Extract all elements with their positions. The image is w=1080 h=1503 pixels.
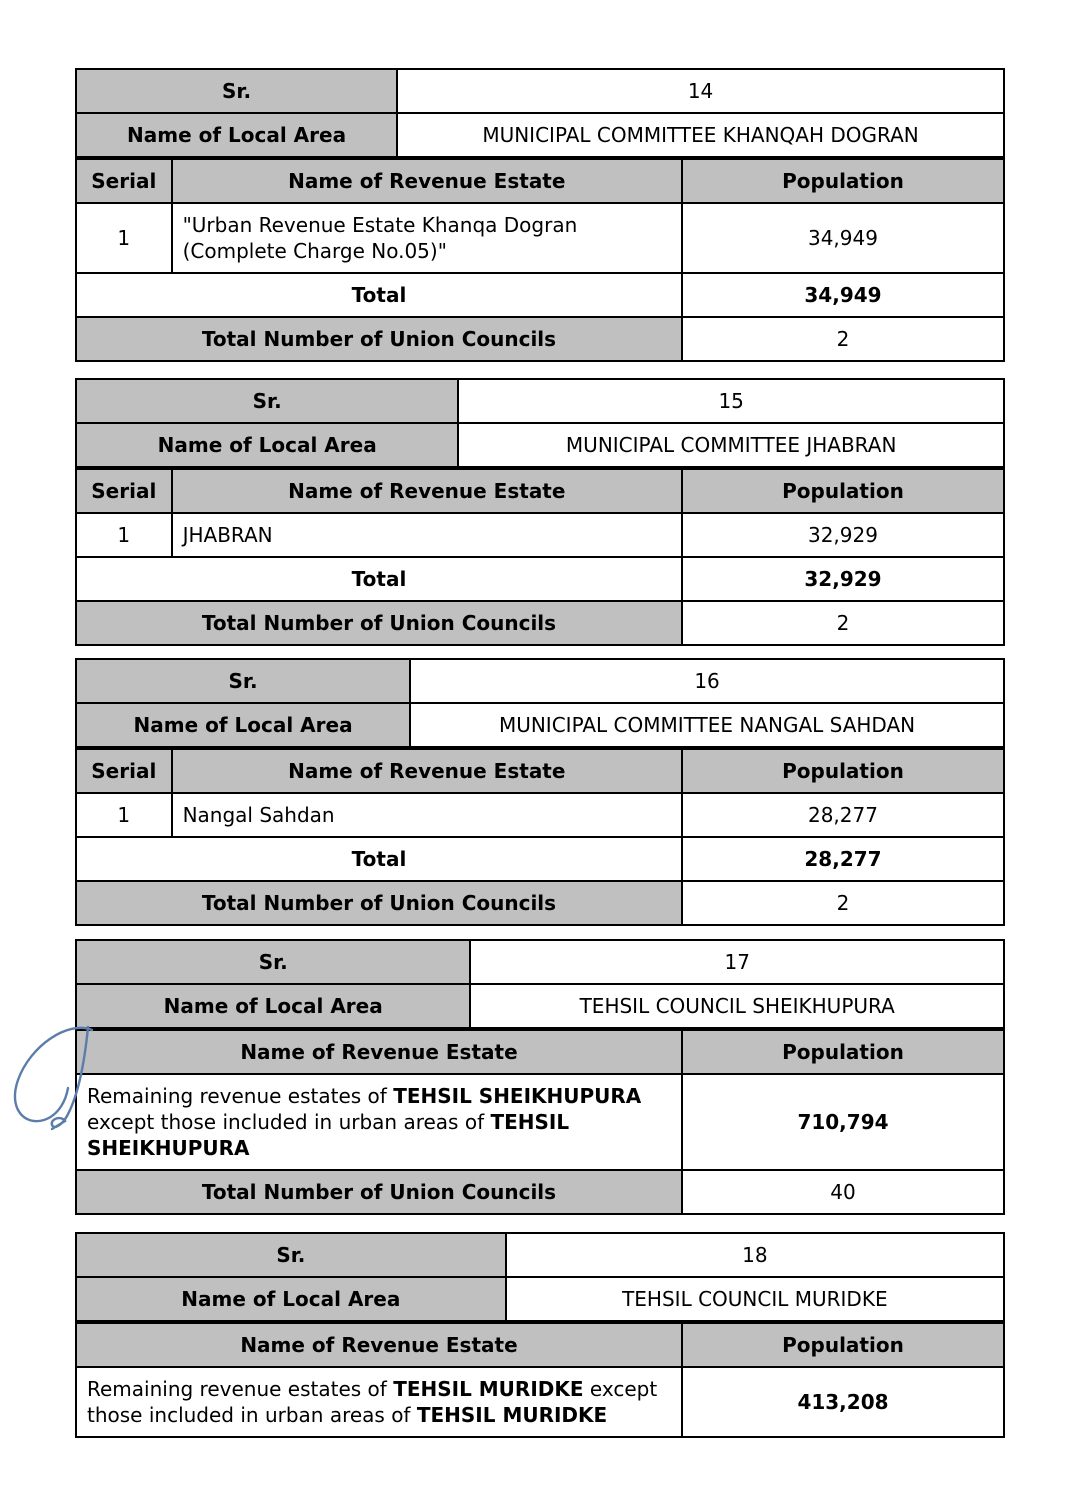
estate-text-segment: Remaining revenue estates of	[87, 1377, 394, 1401]
total-label-cell: Total	[76, 273, 682, 317]
total-label-cell: Total	[76, 837, 682, 881]
estate-text-segment: TEHSIL MURIDKE	[416, 1403, 608, 1427]
estate-header-cell: Name of Revenue Estate	[172, 469, 682, 513]
table-block-sr-18	[75, 1232, 1005, 1438]
revenue-estate-table	[75, 1029, 1005, 1215]
estate-text-segment: TEHSIL SHEIKHUPURA	[87, 1110, 570, 1160]
sr-value-cell: 18	[506, 1233, 1004, 1277]
revenue-estate-table	[75, 468, 1005, 646]
sr-label-cell: Sr.	[76, 940, 470, 984]
union-councils-row	[76, 601, 1004, 645]
local-area-value-cell: TEHSIL COUNCIL SHEIKHUPURA	[470, 984, 1004, 1028]
sr-row	[76, 379, 1004, 423]
local-area-row	[76, 1277, 1004, 1321]
estate-text-segment: except those included in urban areas of	[87, 1377, 658, 1427]
column-header-row	[76, 1030, 1004, 1074]
population-cell: 413,208	[682, 1367, 1004, 1437]
table-block-sr-17	[75, 939, 1005, 1215]
estate-header-cell: Name of Revenue Estate	[172, 159, 682, 203]
local-area-label-cell: Name of Local Area	[76, 703, 410, 747]
table-block-sr-16	[75, 658, 1005, 926]
local-area-label-cell: Name of Local Area	[76, 423, 458, 467]
local-area-table	[75, 658, 1005, 748]
estate-data-row	[76, 513, 1004, 557]
estate-text-segment: Nangal Sahdan	[182, 803, 335, 827]
total-value-cell: 34,949	[682, 273, 1004, 317]
population-cell: 28,277	[682, 793, 1004, 837]
population-header-cell: Population	[682, 749, 1004, 793]
local-area-row	[76, 703, 1004, 747]
serial-cell: 1	[76, 203, 172, 273]
column-header-row	[76, 1323, 1004, 1367]
total-row	[76, 273, 1004, 317]
column-header-row	[76, 749, 1004, 793]
union-councils-row	[76, 1170, 1004, 1214]
local-area-table	[75, 939, 1005, 1029]
union-councils-label-cell: Total Number of Union Councils	[76, 881, 682, 925]
union-councils-row	[76, 317, 1004, 361]
estate-header-cell: Name of Revenue Estate	[172, 749, 682, 793]
document	[75, 68, 1005, 1438]
union-councils-value-cell: 2	[682, 881, 1004, 925]
union-councils-value-cell: 40	[682, 1170, 1004, 1214]
population-cell: 32,929	[682, 513, 1004, 557]
serial-header-cell: Serial	[76, 469, 172, 513]
sr-label-cell: Sr.	[76, 1233, 506, 1277]
revenue-estate-table	[75, 158, 1005, 362]
estate-cell	[172, 203, 682, 273]
union-councils-label-cell: Total Number of Union Councils	[76, 601, 682, 645]
local-area-value-cell: MUNICIPAL COMMITTEE KHANQAH DOGRAN	[397, 113, 1004, 157]
population-header-cell: Population	[682, 159, 1004, 203]
estate-cell	[172, 793, 682, 837]
column-header-row	[76, 159, 1004, 203]
population-header-cell: Population	[682, 1030, 1004, 1074]
total-row	[76, 557, 1004, 601]
union-councils-value-cell: 2	[682, 601, 1004, 645]
sr-label-cell: Sr.	[76, 659, 410, 703]
estate-header-cell: Name of Revenue Estate	[76, 1323, 682, 1367]
union-councils-label-cell: Total Number of Union Councils	[76, 1170, 682, 1214]
serial-header-cell: Serial	[76, 749, 172, 793]
sr-label-cell: Sr.	[76, 69, 397, 113]
estate-data-row	[76, 1074, 1004, 1170]
population-cell: 710,794	[682, 1074, 1004, 1170]
estate-text-segment: TEHSIL MURIDKE	[393, 1377, 584, 1401]
estate-header-cell: Name of Revenue Estate	[76, 1030, 682, 1074]
estate-data-row	[76, 793, 1004, 837]
local-area-label-cell: Name of Local Area	[76, 984, 470, 1028]
table-block-sr-14	[75, 68, 1005, 362]
estate-text-segment: JHABRAN	[182, 523, 273, 547]
local-area-label-cell: Name of Local Area	[76, 113, 397, 157]
sr-value-cell: 16	[410, 659, 1004, 703]
local-area-row	[76, 423, 1004, 467]
estate-cell	[76, 1074, 682, 1170]
union-councils-row	[76, 881, 1004, 925]
population-cell: 34,949	[682, 203, 1004, 273]
union-councils-label-cell: Total Number of Union Councils	[76, 317, 682, 361]
table-block-sr-15	[75, 378, 1005, 646]
population-header-cell: Population	[682, 1323, 1004, 1367]
total-value-cell: 32,929	[682, 557, 1004, 601]
local-area-row	[76, 113, 1004, 157]
estate-text-segment: Remaining revenue estates of	[87, 1084, 394, 1108]
serial-cell: 1	[76, 793, 172, 837]
estate-text-segment: except those included in urban areas of	[87, 1110, 491, 1134]
sr-value-cell: 14	[397, 69, 1004, 113]
local-area-row	[76, 984, 1004, 1028]
sr-row	[76, 940, 1004, 984]
local-area-table	[75, 378, 1005, 468]
total-label-cell: Total	[76, 557, 682, 601]
estate-cell	[76, 1367, 682, 1437]
local-area-table	[75, 68, 1005, 158]
revenue-estate-table	[75, 1322, 1005, 1438]
local-area-value-cell: MUNICIPAL COMMITTEE JHABRAN	[458, 423, 1004, 467]
serial-header-cell: Serial	[76, 159, 172, 203]
sr-row	[76, 1233, 1004, 1277]
revenue-estate-table	[75, 748, 1005, 926]
estate-cell	[172, 513, 682, 557]
column-header-row	[76, 469, 1004, 513]
population-header-cell: Population	[682, 469, 1004, 513]
local-area-table	[75, 1232, 1005, 1322]
local-area-label-cell: Name of Local Area	[76, 1277, 506, 1321]
sr-value-cell: 17	[470, 940, 1004, 984]
total-value-cell: 28,277	[682, 837, 1004, 881]
estate-text-segment: "Urban Revenue Estate Khanqa Dogran (Complete Charge No.05)"	[182, 213, 578, 263]
total-row	[76, 837, 1004, 881]
local-area-value-cell: MUNICIPAL COMMITTEE NANGAL SAHDAN	[410, 703, 1004, 747]
sr-value-cell: 15	[458, 379, 1004, 423]
sr-label-cell: Sr.	[76, 379, 458, 423]
sr-row	[76, 659, 1004, 703]
serial-cell: 1	[76, 513, 172, 557]
estate-data-row	[76, 1367, 1004, 1437]
local-area-value-cell: TEHSIL COUNCIL MURIDKE	[506, 1277, 1004, 1321]
estate-text-segment: TEHSIL SHEIKHUPURA	[393, 1084, 642, 1108]
sr-row	[76, 69, 1004, 113]
union-councils-value-cell: 2	[682, 317, 1004, 361]
estate-data-row	[76, 203, 1004, 273]
